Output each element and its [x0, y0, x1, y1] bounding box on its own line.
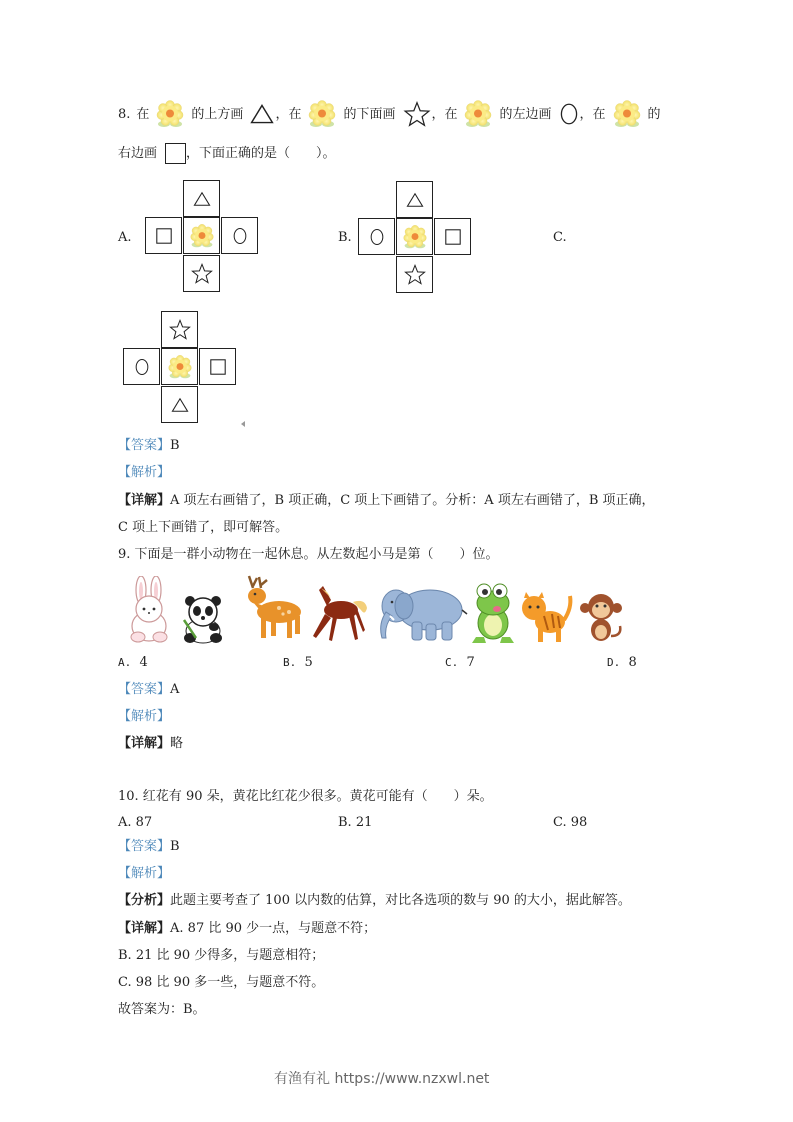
answer-label: 【答案】: [118, 682, 171, 697]
cell-bottom: [161, 386, 198, 423]
cell-left: [358, 218, 395, 255]
triangle-icon: [193, 191, 211, 207]
circle-icon: [231, 226, 249, 246]
q9-option-d: D. 8: [607, 655, 637, 670]
detail-label: 【详解】: [118, 736, 171, 751]
cell-bottom: [396, 256, 433, 293]
q8-text: ，下面正确的是（ ）。: [186, 145, 336, 161]
star-icon: [403, 101, 431, 127]
star-icon: [191, 263, 213, 284]
q9-question: 9. 下面是一群小动物在一起休息。从左数起小马是第（ ）位。: [118, 547, 499, 562]
cell-right: [434, 218, 471, 255]
q8-text: 的左边画: [499, 106, 552, 122]
flower-icon: [612, 99, 642, 129]
q8-detail-line1: [118, 494, 655, 507]
detail-text: A. 87 比 90 少一点，与题意不符；: [170, 921, 377, 936]
triangle-icon: [249, 103, 275, 125]
q9-detail: [118, 737, 183, 750]
answer-label: 【答案】: [118, 438, 171, 453]
fenxi-label: 【分析】: [118, 893, 171, 908]
q10-detail-line1: [118, 922, 376, 935]
square-icon: [155, 227, 173, 245]
footer-watermark: 有渔有礼 https://www.nzxwl.net: [274, 1071, 490, 1087]
square-icon: [444, 228, 462, 246]
flower-icon: [402, 224, 428, 250]
q10-option-c: C. 98: [553, 815, 588, 830]
q8-text: ，在: [275, 106, 302, 122]
q8-text: 的: [647, 106, 661, 122]
q8-number: 8.: [118, 106, 131, 122]
cell-left: [123, 348, 160, 385]
star-icon: [404, 264, 426, 285]
q8-text: 右边画: [118, 145, 158, 161]
triangle-icon: [171, 397, 189, 413]
q9-option-c: C. 7: [445, 655, 475, 670]
rabbit-icon: [124, 576, 174, 644]
flower-icon: [463, 99, 493, 129]
q8-text: ，在: [579, 106, 606, 122]
flower-icon: [155, 99, 185, 129]
circle-icon: [133, 357, 151, 377]
detail-label: 【详解】: [118, 493, 171, 508]
panda-icon: [180, 594, 226, 644]
flower-icon: [167, 354, 193, 380]
cell-top: [396, 181, 433, 218]
cell-top: [183, 180, 220, 217]
q8-question-line2: [118, 140, 336, 166]
horse-icon: [309, 584, 371, 644]
flower-icon: [189, 223, 215, 249]
q10-detail-line3: C. 98 比 90 多一些，与题意不符。: [118, 975, 325, 990]
flower-icon: [307, 99, 337, 129]
detail-label: 【详解】: [118, 921, 171, 936]
q8-text: 的下面画: [343, 106, 396, 122]
cell-right: [199, 348, 236, 385]
detail-text: A 项左右画错了，B 项正确，C 项上下画错了。分析：A 项左右画错了，B 项正确，: [170, 493, 655, 508]
q8-option-b-label: B.: [338, 230, 352, 245]
deer-icon: [239, 574, 305, 642]
q10-conclusion: 故答案为：B。: [118, 1002, 206, 1017]
q8-text: ，在: [431, 106, 458, 122]
square-icon: [165, 143, 186, 164]
q8-answer: [118, 439, 180, 452]
cell-bottom: [183, 255, 220, 292]
q8-analysis-label: 【解析】: [118, 465, 171, 480]
q10-detail-line2: B. 21 比 90 少得多，与题意相符；: [118, 948, 325, 963]
q8-question-line1: [118, 98, 661, 130]
q10-analysis-label: 【解析】: [118, 866, 171, 881]
triangle-icon: [406, 192, 424, 208]
q10-question: 10. 红花有 90 朵，黄花比红花少很多。黄花可能有（ ）朵。: [118, 789, 493, 804]
q8-text: 在: [136, 106, 150, 122]
q9-answer: [118, 683, 179, 696]
q8-detail-line2: C 项上下画错了，即可解答。: [118, 520, 289, 535]
detail-text: 略: [170, 736, 184, 751]
q9-option-b: B. 5: [283, 655, 313, 670]
elephant-icon: [376, 584, 468, 644]
answer-value: B: [170, 839, 180, 854]
q10-fenxi: [118, 894, 631, 907]
q10-option-a: A. 87: [118, 815, 153, 830]
monkey-icon: [580, 592, 624, 644]
q8-text: 的上方画: [191, 106, 244, 122]
small-marker-icon: [241, 421, 245, 427]
answer-value: A: [170, 682, 180, 697]
circle-icon: [558, 101, 580, 127]
q8-option-c-label: C.: [553, 230, 567, 245]
answer-label: 【答案】: [118, 839, 171, 854]
cell-center: [183, 217, 220, 254]
star-icon: [169, 319, 191, 340]
square-icon: [209, 358, 227, 376]
answer-value: B: [170, 438, 180, 453]
cell-center: [161, 348, 198, 385]
cell-top: [161, 311, 198, 348]
tiger-icon: [518, 590, 576, 644]
q9-analysis-label: 【解析】: [118, 709, 171, 724]
q8-option-a-label: A.: [118, 230, 132, 245]
frog-icon: [470, 579, 516, 645]
cell-right: [221, 217, 258, 254]
circle-icon: [368, 227, 386, 247]
q10-option-b: B. 21: [338, 815, 373, 830]
q10-answer: [118, 840, 180, 853]
cell-center: [396, 218, 433, 255]
cell-left: [145, 217, 182, 254]
fenxi-text: 此题主要考查了 100 以内数的估算，对比各选项的数与 90 的大小，据此解答。: [170, 893, 631, 908]
q9-option-a: A. 4: [118, 655, 148, 670]
